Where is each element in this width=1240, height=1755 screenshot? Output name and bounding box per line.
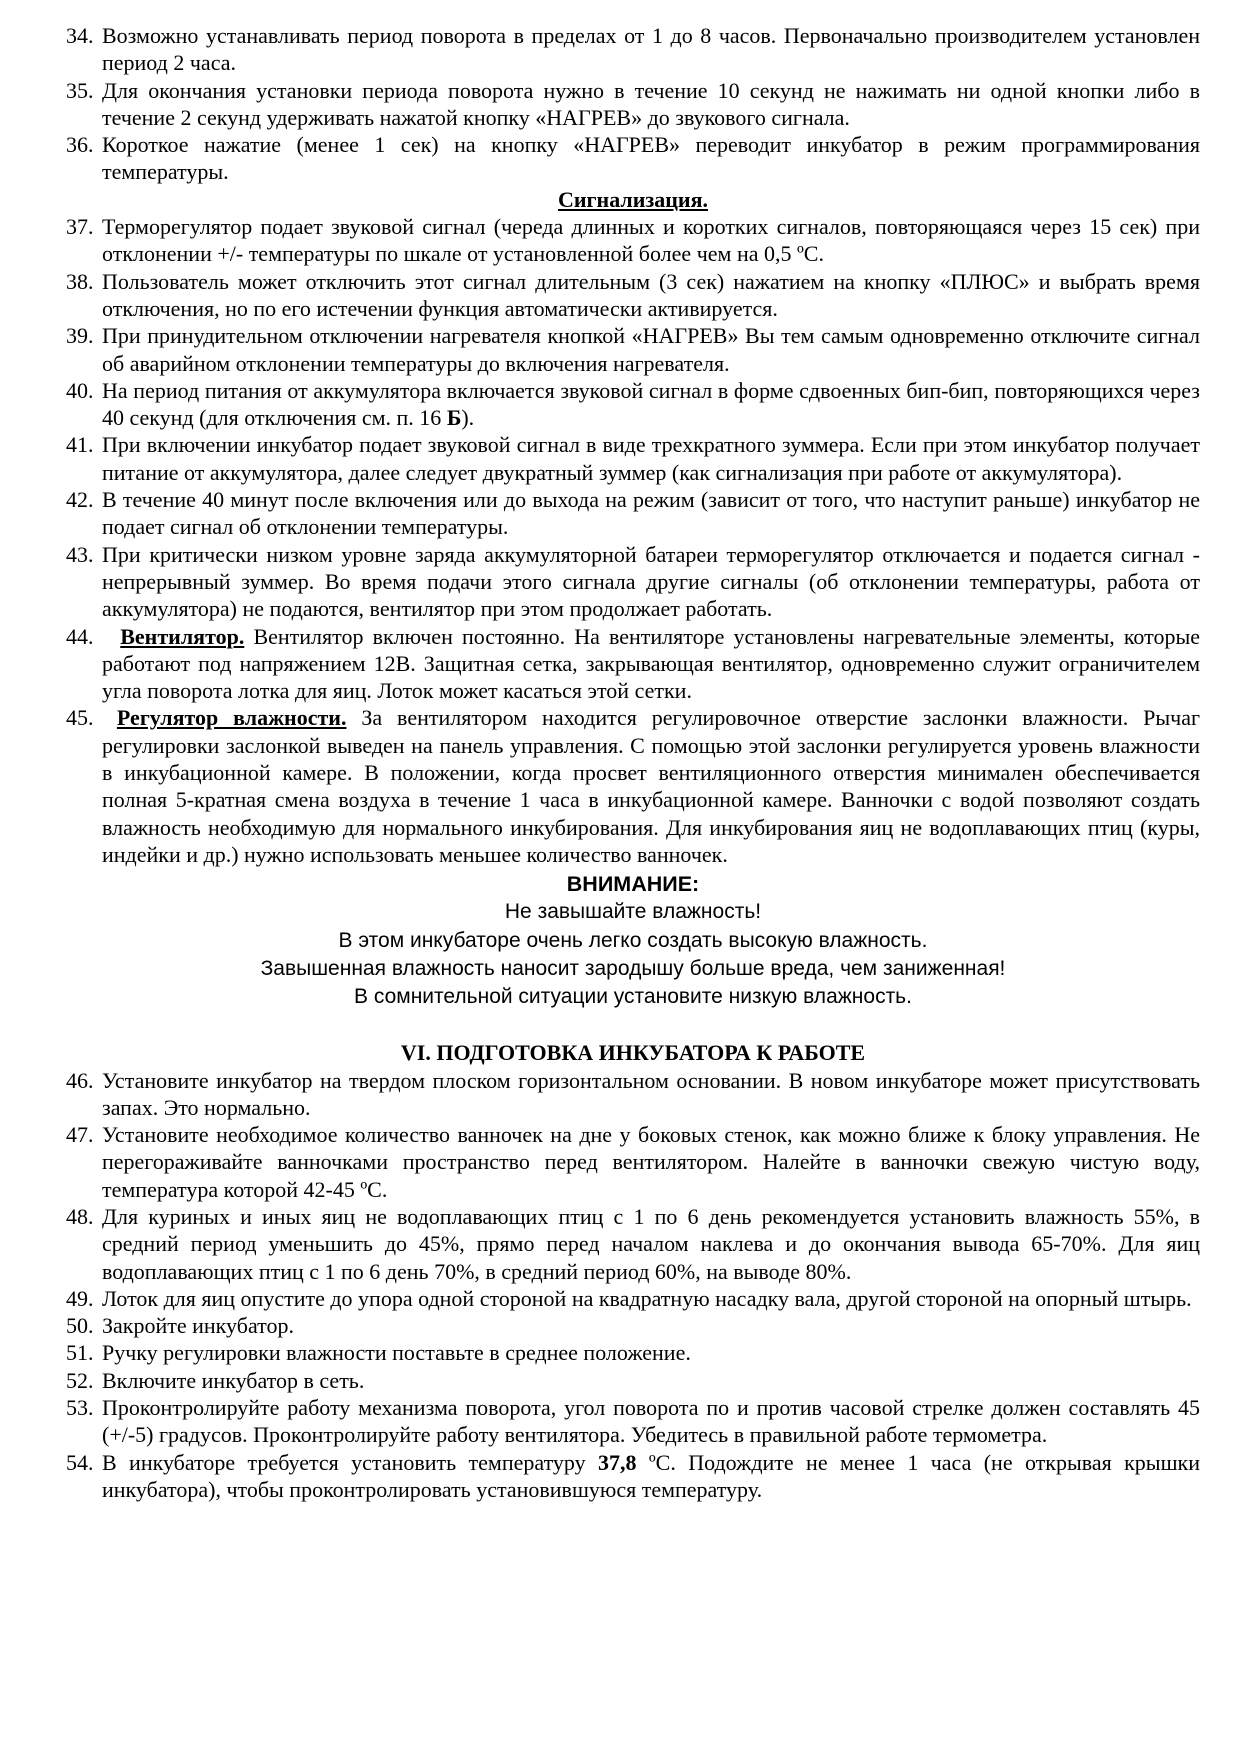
item-text: Проконтролируйте работу механизма поворота, угол поворота по и против часовой стрелке должен составлять 45 (+/-5) градусов. Проконтролируйте работу вентилятора. Убедитесь в правильной работе термометра. — [102, 1395, 1200, 1448]
warning-line: Не завышайте влажность! — [504, 900, 762, 924]
list-item — [66, 213, 1200, 268]
list-item — [66, 1449, 1200, 1504]
item-text: Закройте инкубатор. — [102, 1313, 294, 1339]
item-number: 49. — [66, 1285, 94, 1311]
chapter-title: VI. ПОДГОТОВКА ИНКУБАТОРА К РАБОТЕ — [400, 1040, 866, 1066]
list-item — [66, 1203, 1200, 1285]
item-text: Установите необходимое количество ванночек на дне у боковых стенок, как можно ближе к блоку управления. Не перегораживайте ванночками пространство перед вентилятором. Налейте в ванночки свежую чистую воду, температура которой 42-45 ºС. — [102, 1122, 1200, 1202]
item-text: Для окончания установки периода поворота нужно в течение 10 секунд не нажимать ни одной кнопки либо в течение 2 секунд удерживать нажатой кнопку «НАГРЕВ» до звукового сигнала. — [102, 77, 1200, 130]
list-item — [66, 268, 1200, 323]
item-number: 35. — [66, 77, 94, 103]
item-number: 38. — [66, 268, 94, 294]
item-text-bold: Б — [446, 405, 462, 431]
item-number: 39. — [66, 323, 94, 349]
item-text-tail: ). — [461, 405, 475, 431]
item-text: При критически низком уровне заряда аккумуляторной батареи терморегулятор отключается и подается сигнал - непрерывный зуммер. Во время подачи этого сигнала другие сигналы (об отклонении температуры, работа от аккумулятора) не подаются, вентилятор при этом продолжает работать. — [102, 541, 1200, 622]
list-item — [66, 1312, 1200, 1339]
item-text-main: На период питания от аккумулятора включается звуковой сигнал в форме сдвоенных бип-бип, повторяющихся через 40 секунд (для отключения см. п. 16 — [102, 377, 1200, 431]
warning-block — [66, 870, 1200, 1011]
list-item — [66, 431, 1200, 486]
item-text-pre: В инкубаторе требуется установить температуру — [102, 1449, 598, 1475]
list-item — [66, 322, 1200, 377]
item-number: 54. — [66, 1449, 94, 1475]
item-text: Установите инкубатор на твердом плоском горизонтальном основании. В новом инкубаторе может присутствовать запах. Это нормально. — [102, 1067, 1200, 1120]
list-item — [66, 1394, 1200, 1449]
item-text — [102, 1449, 1200, 1504]
list-item — [66, 1067, 1200, 1122]
list-item — [66, 1339, 1200, 1366]
list-item — [66, 22, 1200, 77]
item-text: Терморегулятор подает звуковой сигнал (череда длинных и коротких сигналов, повторяющаяся через 15 сек) при отклонении +/- температуры по шкале от установленной более чем на 0,5 ºС. — [102, 214, 1200, 267]
list-item — [66, 1367, 1200, 1394]
item-text: Короткое нажатие (менее 1 сек) на кнопку «НАГРЕВ» переводит инкубатор в режим программирования температуры. — [102, 132, 1200, 185]
list-item — [66, 377, 1200, 432]
list-item-humidity — [66, 704, 1200, 868]
item-number: 46. — [66, 1067, 94, 1093]
item-number: 45. — [66, 705, 94, 731]
list-item — [66, 131, 1200, 186]
item-number: 41. — [66, 432, 94, 458]
list-item — [66, 486, 1200, 541]
item-text: Пользователь может отключить этот сигнал длительным (3 сек) нажатием на кнопку «ПЛЮС» и выбрать время отключения, но по его истечении функция автоматически активируется. — [102, 268, 1200, 321]
item-number: 48. — [66, 1204, 94, 1229]
item-number: 44. — [66, 623, 94, 649]
temperature-value: 37,8 — [597, 1449, 637, 1475]
item-body: Вентилятор включен постоянно. На вентиляторе установлены нагревательные элементы, которые работают под напряжением 12В. Защитная сетка, закрывающая вентилятор, одновременно служит ограничителем угла поворота лотка для яиц. Лоток может касаться этой сетки. — [102, 623, 1201, 704]
document-page — [66, 22, 1200, 1503]
item-text-post: ºС. Подождите не менее 1 часа (не открывая крышки инкубатора), чтобы проконтролировать установившуюся температуру. — [102, 1449, 1200, 1502]
item-text — [102, 704, 1200, 868]
item-number: 34. — [66, 23, 94, 48]
item-number: 37. — [66, 214, 94, 240]
item-text — [102, 377, 1200, 432]
warning-line: Завышенная влажность наносит зародышу больше вреда, чем заниженная! — [260, 956, 1006, 980]
item-text: При принудительном отключении нагревателя кнопкой «НАГРЕВ» Вы тем самым одновременно отключите сигнал об аварийном отклонении температуры до включения нагревателя. — [102, 323, 1200, 376]
item-text — [102, 623, 1200, 705]
item-text: Лоток для яиц опустите до упора одной стороной на квадратную насадку вала, другой стороной на опорный штырь. — [102, 1285, 1192, 1311]
item-number: 36. — [66, 132, 94, 158]
item-text: Включите инкубатор в сеть. — [102, 1367, 365, 1393]
section-title-alarm: Сигнализация. — [557, 186, 709, 212]
list-item — [66, 1285, 1200, 1312]
item-lead: Регулятор влажности. — [116, 705, 347, 731]
item-number: 47. — [66, 1122, 94, 1148]
item-number: 53. — [66, 1395, 94, 1421]
item-text: Для куриных и иных яиц не водоплавающих птиц с 1 по 6 день рекомендуется установить влажность 55%, в средний период уменьшить до 45%, прямо перед началом наклева и до окончания вывода 65-70%. Для яиц водоплавающих птиц с 1 по 6 день 70%, в средний период 60%, на выводе 80%. — [102, 1204, 1200, 1284]
item-number: 40. — [66, 377, 94, 403]
item-number: 52. — [66, 1367, 94, 1393]
item-text: Ручку регулировки влажности поставьте в среднее положение. — [102, 1340, 691, 1366]
item-text: При включении инкубатор подает звуковой сигнал в виде трехкратного зуммера. Если при этом инкубатор получает питание от аккумулятора, далее следует двукратный зуммер (как сигнализация при работе от аккумулятора). — [102, 432, 1200, 485]
list-item — [66, 1121, 1200, 1203]
item-text: В течение 40 минут после включения или до выхода на режим (зависит от того, что наступит раньше) инкубатор не подает сигнал об отклонении температуры. — [102, 487, 1200, 540]
item-lead: Вентилятор. — [120, 623, 245, 649]
list-item-fan — [66, 623, 1200, 705]
warning-line: В этом инкубаторе очень легко создать высокую влажность. — [338, 928, 928, 952]
item-number: 50. — [66, 1313, 94, 1339]
item-text: Возможно устанавливать период поворота в пределах от 1 до 8 часов. Первоначально производителем установлен период 2 часа. — [102, 23, 1200, 76]
item-number: 51. — [66, 1340, 94, 1366]
list-item — [66, 77, 1200, 132]
warning-line: В сомнительной ситуации установите низкую влажность. — [354, 985, 912, 1009]
list-item — [66, 541, 1200, 623]
warning-title: ВНИМАНИЕ: — [566, 872, 700, 897]
item-body: За вентилятором находится регулировочное отверстие заслонки влажности. Рычаг регулировки заслонкой выведен на панель управления. С помощью этой заслонки регулируется уровень влажности в инкубационной камере. В положении, когда просвет вентиляционного отверстия минимален обеспечивается полная 5-кратная смена воздуха в течение 1 часа в инкубационной камере. Ванночки с водой позволяют создать влажность необходимую для нормального инкубирования. Для инкубирования яиц не водоплавающих птиц (куры, индейки и др.) нужно использовать меньшее количество ванночек. — [102, 705, 1201, 867]
item-number: 42. — [66, 487, 94, 513]
item-number: 43. — [66, 541, 94, 567]
